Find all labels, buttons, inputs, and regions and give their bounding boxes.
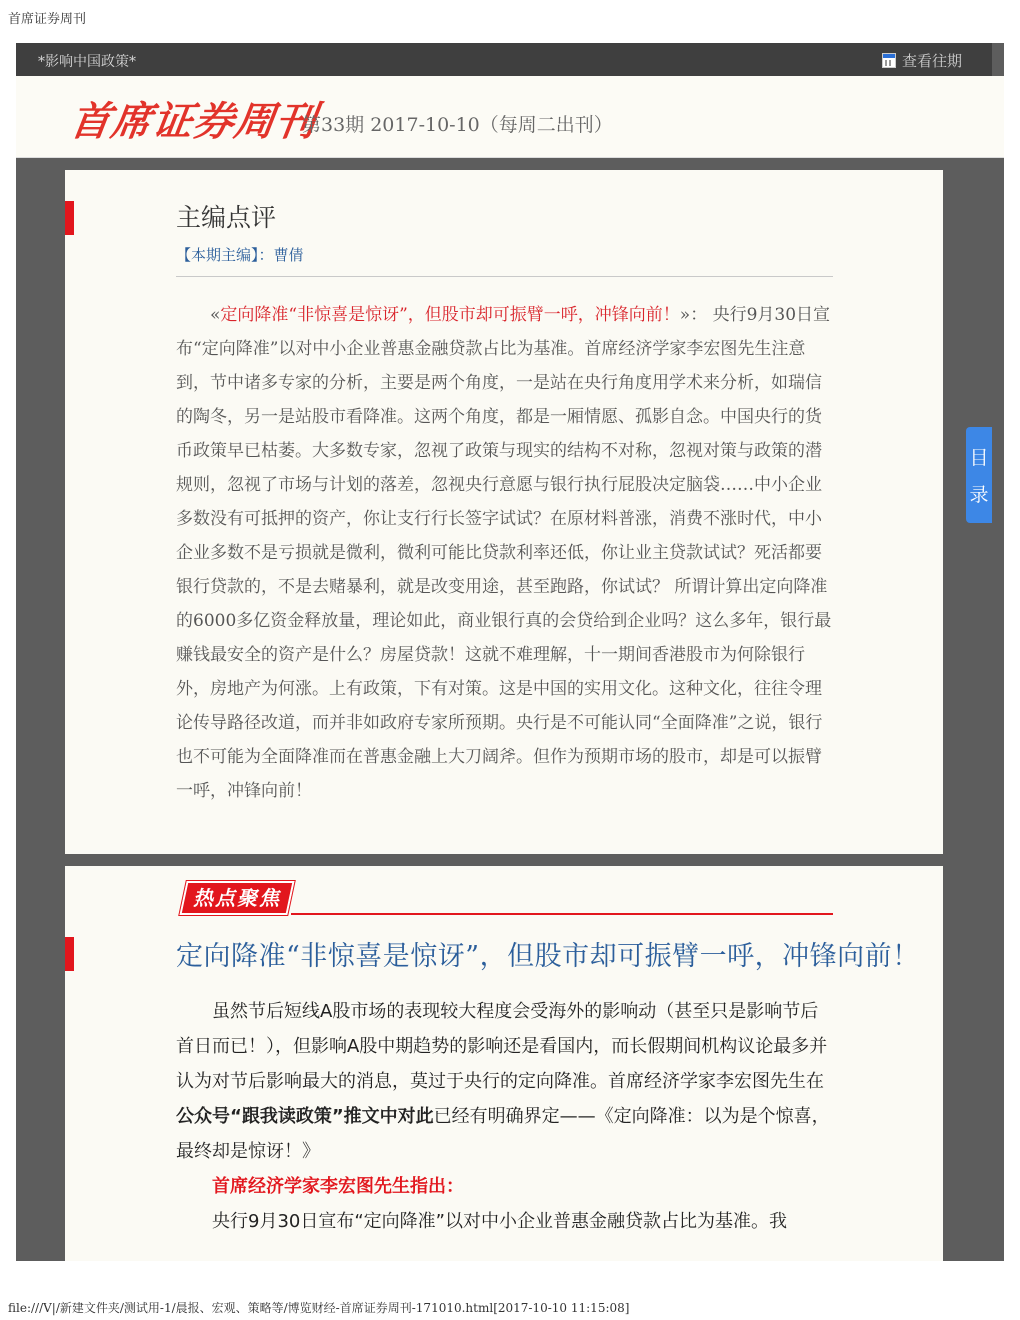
editor-line xyxy=(176,244,304,265)
issue-info: 第33期 2017-10-10（每周二出刊） xyxy=(302,114,613,136)
article-headline[interactable]: 定向降准“非惊喜是惊讶”，但股市却可振臂一呼，冲锋向前！ xyxy=(176,941,920,972)
article-paragraph-2 xyxy=(176,1204,836,1239)
hot-focus-rule xyxy=(291,913,833,915)
headline-marker xyxy=(65,937,74,971)
editorial-body xyxy=(176,298,836,808)
editorial-text: 央行9月30日宣布“定向降准”以对中小企业普惠金融贷款占比为基准。首席经济学家李宏图先生注意到，节中诸多专家的分析，主要是两个角度，一是站在央行角度用学术来分析，如瑞信的陶冬，另一是站股市看降准。这两个角度，都是一厢情愿、孤影自念。中国央行的货币政策早已枯萎。大多数专家，忽视了政策与现实的结构不对称，忽视对策与政策的潜规则，忽视了市场与计划的落差，忽视央行意愿与银行执行屁股决定脑袋……中小企业多数没有可抵押的资产，你让支行行长签字试试？在原材料普涨，消费不涨时代，中小企业多数不是亏损就是微利，微利可能比贷款利率还低，你让业主贷款试试？死活都要银行贷款的，不是去赌暴利，就是改变用途，甚至跑路，你试试？ 所谓计算出定向降准的6000多亿资金释放量，理论如此，商业银行真的会贷给到企业吗？这么多年，银行最赚钱最安全的资产是什么？房屋贷款！这就不难理解，十一期间香港股市为何除银行外，房地产为何涨。上有政策，下有对策。这是中国的实用文化。这种文化，往往令理论传导路径改道，而并非如政府专家所预期。央行是不可能认同“全面降准”之说，银行也不可能为全面降准而在普惠金融上大刀阔斧。但作为预期市场的股市，却是可以振臂一呼，冲锋向前！ xyxy=(176,305,832,801)
logo: 首席证券周刊 xyxy=(67,99,320,145)
top-bar xyxy=(16,43,992,76)
article-paragraph xyxy=(176,994,836,1169)
toc-char-1: 目 xyxy=(969,447,989,469)
hot-focus-label-text: 热点聚焦 xyxy=(193,886,281,910)
slogan-tag: *影响中国政策* xyxy=(38,54,136,70)
section-marker xyxy=(65,201,74,235)
editor-prefix: 【本期主编】： xyxy=(176,246,274,264)
masthead xyxy=(16,76,1004,158)
quote-close: »： xyxy=(679,305,708,325)
calendar-icon xyxy=(882,53,896,68)
section-title: 主编点评 xyxy=(176,203,277,232)
browser-title: 首席证券周刊 xyxy=(8,12,87,27)
note-line xyxy=(176,1169,836,1204)
view-past-issues-label: 查看往期 xyxy=(901,52,962,70)
note-text: 首席经济学家李宏图先生指出： xyxy=(212,1176,464,1197)
newsletter-frame xyxy=(16,43,1004,1261)
editorial-card xyxy=(65,170,943,854)
quote-open: « xyxy=(210,305,221,325)
para-b: 已经有明确界定——《定向降准：以为是个惊喜，最终却是惊讶！》 xyxy=(176,1106,830,1162)
file-path-footer: file:///V|/新建文件夹/测试用-1/晨报、宏观、策略等/博览财经-首席证券周刊-171010.html[2017-10-10 11:15:08] xyxy=(8,1301,630,1315)
para-a: 虽然节后短线A股市场的表现较大程度会受海外的影响动（甚至只是影响节后首日而已！），但影响A股中期趋势的影响还是看国内，而长假期间机构议论最多并认为对节后影响最大的消息，莫过于央行的定向降准。首席经济学家李宏图先生在 xyxy=(176,1001,828,1092)
article-body xyxy=(176,994,836,1239)
table-of-contents-tab[interactable] xyxy=(966,427,992,523)
editor-name[interactable]: 曹倩 xyxy=(273,246,304,264)
toc-char-2: 录 xyxy=(969,484,989,506)
para-c: 央行9月30日宣布“定向降准”以对中小企业普惠金融贷款占比为基准。我 xyxy=(212,1211,788,1232)
divider xyxy=(176,276,833,277)
para-bold: 公众号“跟我读政策”推文中对此 xyxy=(176,1106,434,1127)
hot-focus-label xyxy=(179,881,294,915)
view-past-issues-link[interactable] xyxy=(882,50,962,71)
quote-title-link[interactable]: 定向降准“非惊喜是惊讶”，但股市却可振臂一呼，冲锋向前！ xyxy=(220,305,680,325)
hot-focus-card xyxy=(65,866,943,1261)
